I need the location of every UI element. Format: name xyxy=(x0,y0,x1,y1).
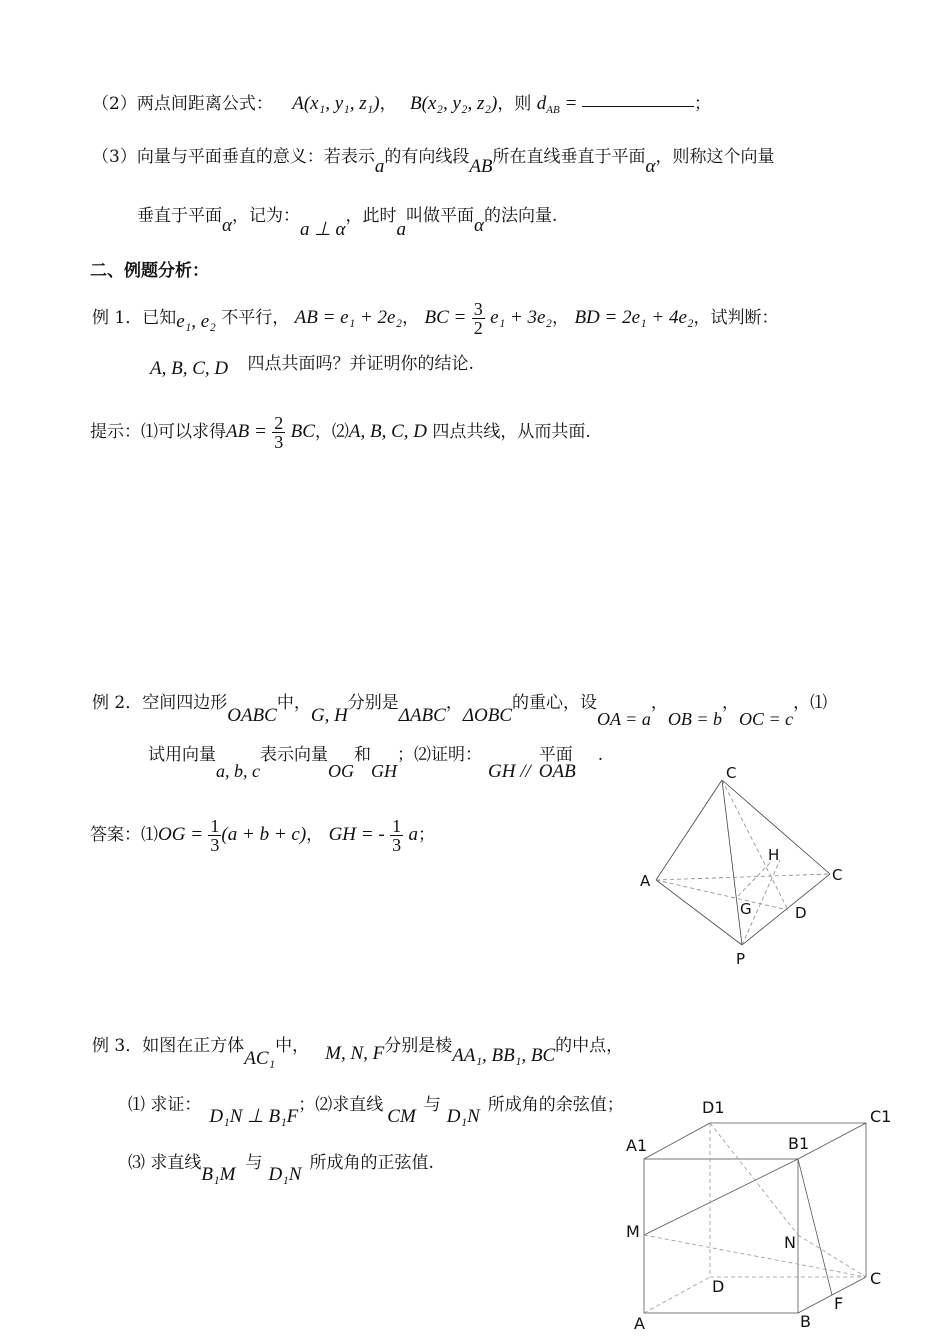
ans-fraction1 xyxy=(208,817,221,854)
ex2-dot: . xyxy=(597,745,604,765)
ex3-midpoints: 的中点， xyxy=(555,1036,624,1056)
line-end: ； xyxy=(694,94,712,114)
section-heading: 二、例题分析： xyxy=(90,261,209,281)
ex2-fenbie: 分别是 xyxy=(347,693,399,713)
ex1-judge: ，试判断： xyxy=(693,308,779,328)
ans-end: ； xyxy=(417,825,435,845)
point-a: A(x₁, y₁, z₁) xyxy=(292,93,380,114)
label-b1: B1 xyxy=(788,1134,810,1153)
label-c: C xyxy=(870,1269,882,1288)
ex3-d1n2: D₁N xyxy=(268,1164,302,1185)
ans-frac1-num: 1 xyxy=(210,816,220,836)
item3-text-c: 所在直线垂直于平面 xyxy=(492,147,646,167)
ans-frac2-den: 3 xyxy=(392,835,402,855)
ex2-line2-b: 表示向量 xyxy=(260,745,328,765)
label-g: G xyxy=(740,900,752,918)
ex1-lead: 例 1．已知 xyxy=(92,308,177,328)
ex2-c2: ， xyxy=(721,693,739,713)
label-b: B xyxy=(800,1312,811,1331)
ex1-frac-den: 2 xyxy=(473,318,483,338)
ex3-q3-end: 所成角的正弦值. xyxy=(309,1153,434,1173)
ex3-lead: 例 3．如图在正方体 xyxy=(92,1036,245,1056)
item2-prefix: （2）两点间距离公式： xyxy=(92,94,273,114)
label-a: A xyxy=(634,1314,645,1333)
perpendicular-definition-line1 xyxy=(92,145,775,177)
label-b: P xyxy=(736,950,746,965)
label-top: C xyxy=(726,764,737,782)
ex1-points: A, B, C, D xyxy=(150,358,229,379)
label-d: D xyxy=(712,1277,725,1296)
label-d1: D1 xyxy=(702,1098,725,1117)
line-b1f xyxy=(798,1159,832,1295)
item3-text-b: 的有向线段 xyxy=(384,147,470,167)
ex2-c1: ， xyxy=(650,693,668,713)
example2-line1 xyxy=(92,690,828,729)
ex3-cm: CM xyxy=(387,1106,416,1127)
point-b: B(x₂, y₂, z₂) xyxy=(409,93,498,114)
ex2-ob: OB = b xyxy=(667,709,722,729)
ex2-he: 和 xyxy=(354,745,371,765)
ex3-ac1: AC₁ xyxy=(244,1048,276,1069)
edge-a1d1 xyxy=(644,1123,710,1159)
ex2-gh-parallel: GH // xyxy=(488,761,531,782)
ex1-comma2: ， xyxy=(552,308,570,328)
ex2-line2-a: 试用向量 xyxy=(148,745,216,765)
ex1-bd-eq: BD = 2e₁ + 4e₂ xyxy=(574,307,694,328)
ex1-bc-rhs: e₁ + 3e₂ xyxy=(490,307,553,328)
ex1-ab-eq: AB = e₁ + 2e₂ xyxy=(294,307,403,328)
item3-text-a: （3）向量与平面垂直的意义：若表示 xyxy=(92,147,375,167)
plane-alpha-2: α xyxy=(222,215,232,236)
ex3-q3-lead: ⑶ 求直线 xyxy=(128,1153,202,1173)
ex2-plane-word: 平面 xyxy=(538,745,573,765)
distance-formula-line xyxy=(92,92,711,122)
ex3-q1-lead: ⑴ 求证： xyxy=(128,1095,202,1115)
example1-line2 xyxy=(150,352,474,379)
answer-blank xyxy=(582,92,694,107)
sep2: ，则 xyxy=(497,94,532,114)
sep1: ， xyxy=(379,94,397,114)
ex1-bc-lhs: BC = xyxy=(424,307,467,328)
perp-notation: a ⊥ α xyxy=(299,219,346,240)
line-mc xyxy=(644,1235,866,1277)
item3-text-d: ，则称这个向量 xyxy=(655,147,775,167)
label-right: C xyxy=(832,866,843,884)
label-a1: A1 xyxy=(626,1136,648,1155)
ex2-oa: OA = a xyxy=(597,709,651,729)
distance-symbol: d xyxy=(536,93,547,114)
line2-text-d: 叫做平面 xyxy=(406,206,475,226)
plane-alpha: α xyxy=(645,156,656,177)
example3-line2 xyxy=(128,1093,624,1127)
ex2-oab: OAB xyxy=(538,761,576,782)
ex2-og: OG xyxy=(328,761,354,781)
label-d: D xyxy=(795,904,807,922)
median-o xyxy=(722,780,788,910)
hint-frac-num: 2 xyxy=(274,413,284,433)
example3-line1 xyxy=(92,1034,624,1069)
ex2-sep: ， xyxy=(445,693,463,713)
label-f: F xyxy=(834,1294,844,1313)
edge-ac-hidden xyxy=(656,874,830,880)
ex3-d1n: D₁N xyxy=(446,1106,480,1127)
ex2-gh: G, H xyxy=(310,705,348,726)
ex3-q2-lead: ；⑵求直线 xyxy=(298,1095,384,1115)
ex3-mnf: M, N, F xyxy=(325,1043,385,1064)
ex2-lead: 例 2．空间四边形 xyxy=(92,693,228,713)
ans-fraction2 xyxy=(390,817,403,854)
line2-text-b: ，记为： xyxy=(231,206,300,226)
label-n: N xyxy=(784,1233,796,1252)
cube-figure xyxy=(620,1095,900,1340)
ex2-abc: a, b, c xyxy=(216,761,260,781)
label-m: M xyxy=(626,1222,640,1241)
ans-lead: 答案：⑴ xyxy=(90,825,158,845)
ex1-frac-num: 3 xyxy=(473,299,483,319)
ans-og-lhs: OG = xyxy=(158,824,204,845)
line2-text-e: 的法向量. xyxy=(484,206,558,226)
ex1-fraction xyxy=(472,300,485,337)
vector-a: a xyxy=(374,156,385,177)
ex3-yu: 与 xyxy=(423,1095,441,1115)
ex2-line2-c: ；⑵证明： xyxy=(397,745,482,765)
example3-line3 xyxy=(128,1151,434,1185)
example2-line2 xyxy=(148,742,604,782)
edge-ob xyxy=(722,780,742,945)
edge-ad xyxy=(644,1277,710,1313)
ex2-tri1: ΔABC xyxy=(398,705,446,726)
equals-sign: = xyxy=(559,93,583,114)
ex2-zhongxin: 的重心，设 xyxy=(512,693,597,713)
hint-ab: AB = xyxy=(226,421,267,442)
edge-oa xyxy=(656,780,722,880)
ans-gh-lhs: GH = - xyxy=(328,824,385,845)
example1-hint xyxy=(90,414,591,451)
ex1-not-parallel: 不平行， xyxy=(221,308,290,328)
hint-lead: 提示：⑴可以求得 xyxy=(90,422,226,442)
line-mb1 xyxy=(644,1159,798,1235)
ex1-question: 四点共面吗？并证明你的结论. xyxy=(247,354,474,374)
ex2-tri2: ΔOBC xyxy=(462,705,512,726)
hint-end: 四点共线，从而共面. xyxy=(432,422,591,442)
ex3-b1m: B₁M xyxy=(201,1164,236,1185)
ex3-zhong: 中， xyxy=(275,1036,310,1056)
hint-bc: BC xyxy=(290,421,315,442)
example1-line1 xyxy=(92,300,779,337)
line2-text-a: 垂直于平面 xyxy=(137,206,222,226)
hint-mid: ，⑵ xyxy=(314,422,349,442)
ex2-zhong: 中， xyxy=(276,693,311,713)
plane-alpha-3: α xyxy=(474,215,484,236)
perpendicular-definition-line2 xyxy=(137,204,558,240)
ex3-fenbie: 分别是棱 xyxy=(384,1036,453,1056)
hint-frac-den: 3 xyxy=(274,432,284,452)
vector-a-2: a xyxy=(396,219,407,240)
example2-answer xyxy=(90,817,435,854)
label-a: A xyxy=(640,872,651,890)
hint-points: A, B, C, D xyxy=(348,421,427,442)
line2-text-c: ，此时 xyxy=(345,206,397,226)
ex3-edges: AA₁, BB₁, BC xyxy=(452,1045,556,1066)
tetrahedron-figure xyxy=(630,760,850,965)
ex3-q2-end: 所成角的余弦值； xyxy=(487,1095,624,1115)
label-h: H xyxy=(768,846,780,864)
hint-fraction xyxy=(272,414,285,451)
ans-sep: ， xyxy=(306,825,324,845)
ans-frac1-den: 3 xyxy=(210,835,220,855)
ex3-q1-expr: D₁N ⊥ B₁F xyxy=(209,1106,299,1127)
ans-frac2-num: 1 xyxy=(392,816,402,836)
ex3-yu2: 与 xyxy=(245,1153,263,1173)
ans-og-rhs: (a + b + c) xyxy=(221,824,307,845)
ex2-q1: ，⑴ xyxy=(793,693,828,713)
segment-ab: AB xyxy=(469,156,493,177)
ex2-ghv: GH xyxy=(371,761,397,781)
ex1-comma1: ， xyxy=(402,308,420,328)
line-gh xyxy=(738,863,770,896)
label-c1: C1 xyxy=(870,1107,892,1126)
ex2-oc: OC = c xyxy=(738,709,794,729)
distance-subscript: AB xyxy=(546,104,560,116)
ans-gh-rhs: a xyxy=(408,824,418,845)
line-d1n xyxy=(710,1123,798,1235)
ex1-e12: e₁, e₂ xyxy=(176,311,216,332)
ex2-oabc: OABC xyxy=(227,705,277,726)
